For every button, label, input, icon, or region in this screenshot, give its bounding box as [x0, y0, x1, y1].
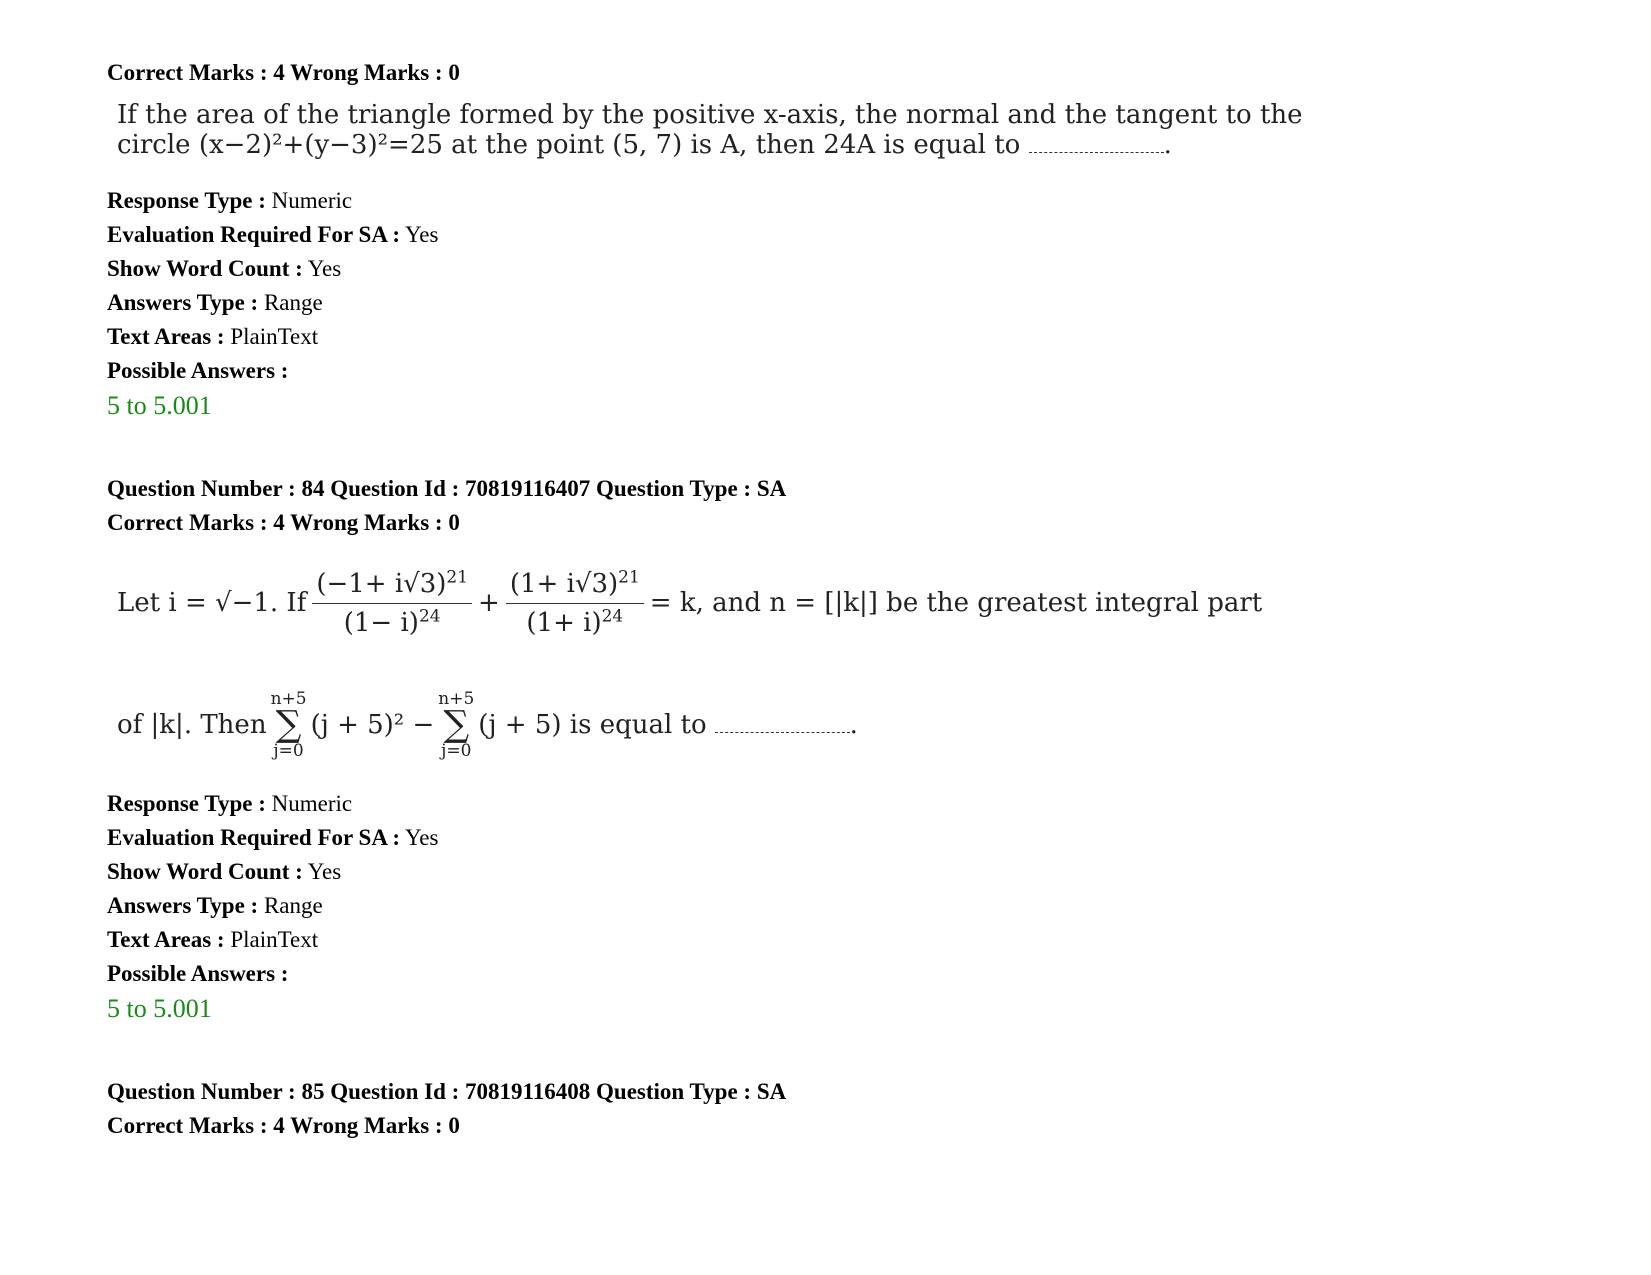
- field-value: Numeric: [271, 188, 353, 213]
- evaluation-row: [107, 824, 438, 852]
- field-value: Range: [263, 893, 323, 918]
- field-value: PlainText: [230, 324, 319, 349]
- answers-type-row: [107, 289, 323, 317]
- possible-answer-value: 5 to 5.001: [107, 994, 212, 1023]
- fraction: $\frac{(1+ i√3)^{21}}{(1+ i)^{24}}$: [506, 569, 644, 638]
- question-header: Question Number : 84 Question Id : 70819116407 Question Type : SA: [107, 476, 787, 501]
- field-label: Show Word Count :: [107, 256, 303, 281]
- word-count-row: [107, 255, 341, 283]
- marks-line: Correct Marks : 4 Wrong Marks : 0: [107, 510, 460, 535]
- summation: n+5 ∑ j=0: [438, 689, 475, 761]
- field-label: Response Type :: [107, 188, 266, 213]
- field-label: Evaluation Required For SA :: [107, 222, 401, 247]
- question-line: If the area of the triangle formed by the positive x-axis, the normal and the tangent to the: [117, 100, 1303, 130]
- field-label: Response Type :: [107, 791, 266, 816]
- question-math-line-1: [117, 548, 1262, 658]
- response-type-row: [107, 187, 352, 215]
- possible-answers-label: Possible Answers :: [107, 961, 289, 986]
- field-value: Numeric: [271, 791, 353, 816]
- plus-sign: +: [478, 588, 500, 618]
- field-value: Yes: [405, 222, 439, 247]
- math-text: (j + 5) is equal to: [478, 710, 707, 740]
- answer-blank: [715, 712, 850, 733]
- text-areas-row: [107, 323, 318, 351]
- fraction: $\frac{(-1+ i√3)^{21}}{(1- i)^{24}}$: [312, 569, 472, 638]
- math-text: of |k|. Then: [117, 710, 267, 740]
- field-label: Text Areas :: [107, 927, 225, 952]
- field-value: Yes: [307, 256, 342, 281]
- answers-type-row: [107, 892, 323, 920]
- field-value: PlainText: [230, 927, 319, 952]
- marks-line: Correct Marks : 4 Wrong Marks : 0: [107, 1113, 460, 1138]
- question-text-image: [117, 100, 1303, 160]
- field-label: Show Word Count :: [107, 859, 303, 884]
- math-text: = k, and n = [|k|] be the greatest integral part: [649, 588, 1263, 618]
- answer-blank: [1029, 132, 1164, 153]
- possible-answers-label: Possible Answers :: [107, 358, 289, 383]
- field-label: Answers Type :: [107, 290, 259, 315]
- question-header: Question Number : 85 Question Id : 70819116408 Question Type : SA: [107, 1079, 787, 1104]
- question-math-line-2: of |k|. Then n+5 ∑ j=0 (j + 5)² − n+5 ∑ j=0 (j + 5) is equal to .: [117, 689, 858, 761]
- field-label: Evaluation Required For SA :: [107, 825, 401, 850]
- response-type-row: [107, 790, 352, 818]
- field-value: Yes: [307, 859, 342, 884]
- evaluation-row: [107, 221, 438, 249]
- field-value: Yes: [405, 825, 439, 850]
- field-value: Range: [263, 290, 323, 315]
- summation: n+5 ∑ j=0: [270, 689, 307, 761]
- field-label: Answers Type :: [107, 893, 259, 918]
- possible-answer-value: 5 to 5.001: [107, 391, 212, 420]
- word-count-row: [107, 858, 341, 886]
- math-text: (j + 5)² −: [310, 710, 435, 740]
- marks-line: Correct Marks : 4 Wrong Marks : 0: [107, 60, 460, 85]
- text-areas-row: [107, 926, 318, 954]
- question-line: circle (x−2)²+(y−3)²=25 at the point (5, 7) is A, then 24A is equal to .: [117, 130, 1172, 160]
- math-text: Let i = √−1. If: [117, 588, 307, 618]
- field-label: Text Areas :: [107, 324, 225, 349]
